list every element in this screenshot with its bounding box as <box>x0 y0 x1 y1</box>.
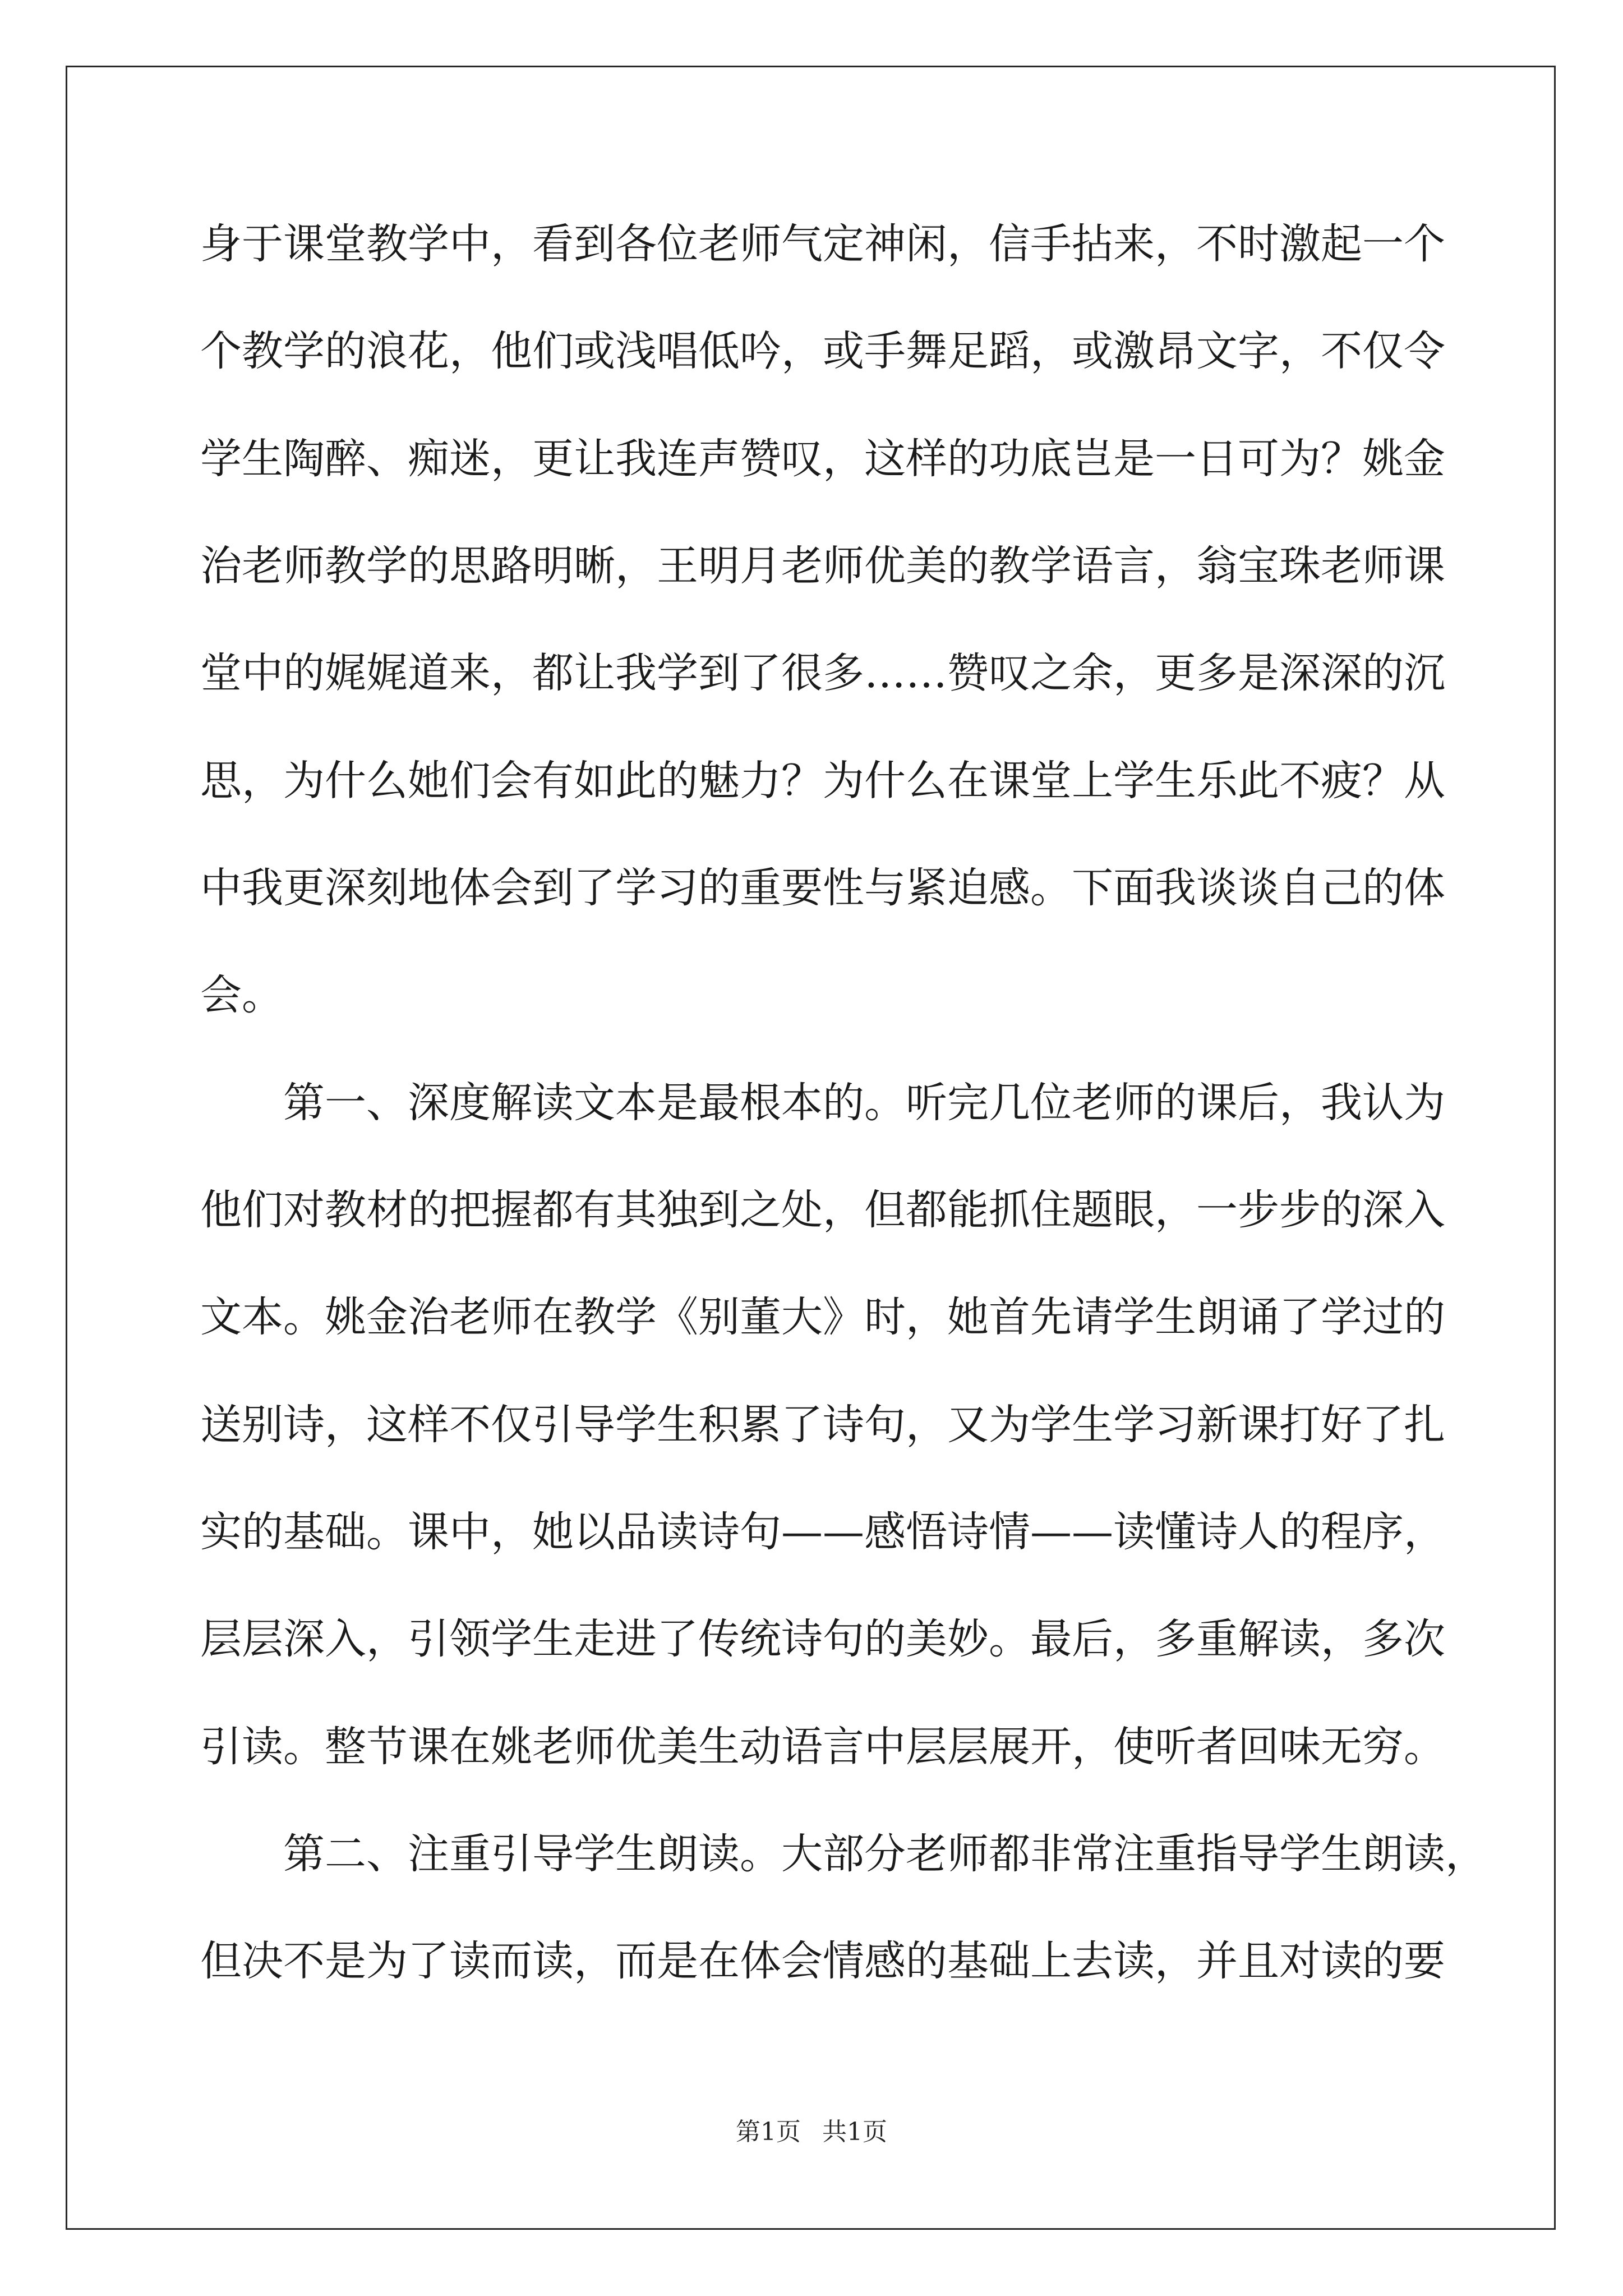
text-line: 他们对教材的把握都有其独到之处，但都能抓住题眼，一步步的深入 <box>200 1186 1445 1234</box>
text-line: 思，为什么她们会有如此的魅力？为什么在课堂上学生乐此不疲？从 <box>200 757 1445 805</box>
page-border <box>66 66 1556 2230</box>
page-number: 第1页 <box>736 2118 801 2146</box>
text-line: 治老师教学的思路明晰，王明月老师优美的教学语言，翁宝珠老师课 <box>200 542 1445 590</box>
page-total: 共1页 <box>822 2118 887 2146</box>
text-line: 中我更深刻地体会到了学习的重要性与紧迫感。下面我谈谈自己的体 <box>200 864 1445 912</box>
paragraph-first-line: 第二、注重引导学生朗读。大部分老师都非常注重指导学生朗读， <box>283 1830 1487 1878</box>
text-line: 引读。整节课在姚老师优美生动语言中层层展开，使听者回味无穷。 <box>200 1723 1445 1771</box>
text-line: 会。 <box>200 971 283 1019</box>
text-line: 层层深入，引领学生走进了传统诗句的美妙。最后，多重解读，多次 <box>200 1615 1445 1663</box>
text-line: 文本。姚金治老师在教学《别董大》时，她首先请学生朗诵了学过的 <box>200 1293 1445 1341</box>
page-footer <box>0 2113 1623 2152</box>
text-line: 学生陶醉、痴迷，更让我连声赞叹，这样的功底岂是一日可为？姚金 <box>200 435 1445 483</box>
text-line: 送别诗，这样不仅引导学生积累了诗句，又为学生学习新课打好了扎 <box>200 1401 1445 1449</box>
text-line: 堂中的娓娓道来，都让我学到了很多……赞叹之余，更多是深深的沉 <box>200 649 1445 697</box>
text-line: 实的基础。课中，她以品读诗句——感悟诗情——读懂诗人的程序， <box>200 1508 1445 1556</box>
text-line: 个教学的浪花，他们或浅唱低吟，或手舞足蹈，或激昂文字，不仅令 <box>200 327 1445 375</box>
text-line: 但决不是为了读而读，而是在体会情感的基础上去读，并且对读的要 <box>200 1937 1445 1985</box>
paragraph-first-line: 第一、深度解读文本是最根本的。听完几位老师的课后，我认为 <box>283 1079 1445 1127</box>
text-line: 身于课堂教学中，看到各位老师气定神闲，信手拈来，不时激起一个 <box>200 220 1445 268</box>
